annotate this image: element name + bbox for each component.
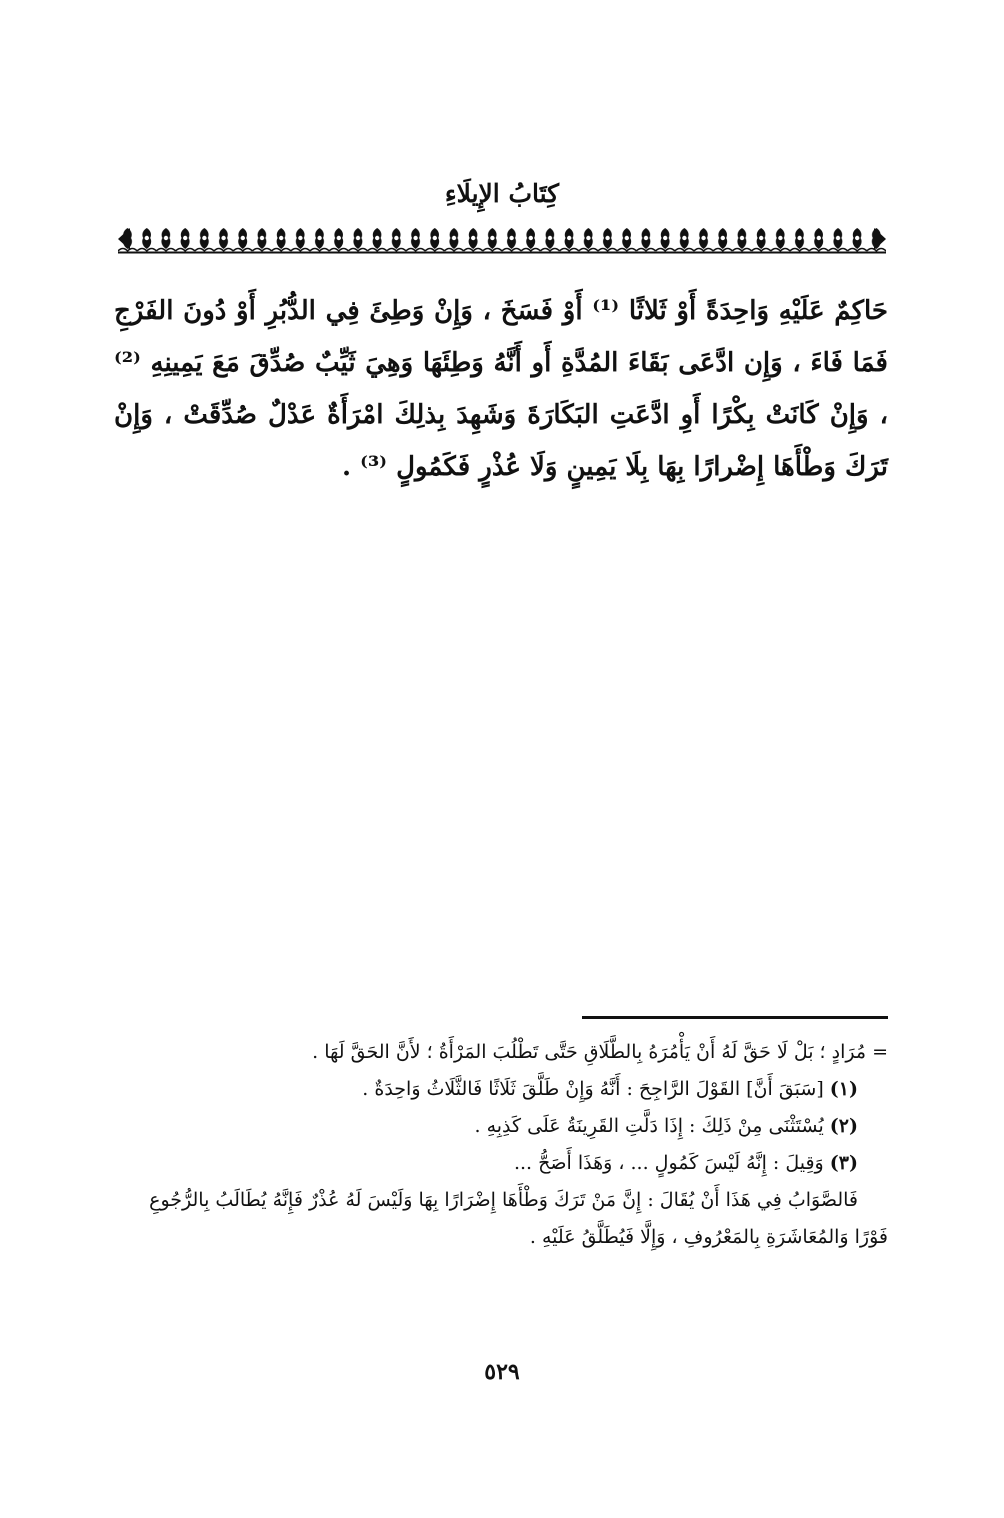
page-number: ٥٢٩ <box>484 1359 520 1385</box>
chapter-title: كِتَابُ الإِيلَاءِ <box>444 179 560 208</box>
footnote-number: (١) <box>829 1078 858 1100</box>
footnote-closing-line: فَالصَّوَابُ فِي هَذَا أَنْ يُقَالَ : إِنَّ مَنْ تَرَكَ وَطْأَهَا إِضْرَارًا بِهَا وَلَيْسَ لَهُ عُذْرٌ فَإِنَّهُ يُطَالَبُ بِالرُّجُوعِ <box>149 1189 858 1211</box>
ornamental-border-icon <box>118 224 886 254</box>
footnote-number: (٣) <box>829 1152 858 1174</box>
footnote-2 <box>114 1108 888 1145</box>
footnote-text: [سَبَقَ أَنَّ] القَوْلَ الرَّاجِحَ : أَنَّهُ وَإِنْ طَلَّقَ ثَلَاثًا فَالثَّلَاثُ وَاحِدَةٌ . <box>362 1078 824 1100</box>
footnote-text: وَقِيلَ : إِنَّهُ لَيْسَ كَمُولٍ ... ، وَهَذَا أَصَحُّ ... <box>513 1152 824 1174</box>
footnote-1 <box>114 1071 888 1108</box>
footnote-3 <box>114 1145 888 1182</box>
main-paragraph: حَاكِمٌ عَلَيْهِ وَاحِدَةً أَوْ ثَلاثًا ⁽¹⁾ أَوْ فَسَخَ ، وَإِنْ وَطِئَ فِي الدُّبُرِ أَوْ دُونَ الفَرْجِ فَمَا فَاءَ ، وَإِن ادَّعَى بَقَاءَ المُدَّةِ أَو أَنَّهُ وَطِئَهَا وَهِيَ ثَيِّبٌ صُدِّقَ مَعَ يَمِينِهِ ⁽²⁾ ، وَإِنْ كَانَتْ بِكْرًا أَوِ ادَّعَتِ البَكَارَةَ وَشَهِدَ بِذلِكَ امْرَأَةٌ عَدْلٌ صُدِّقَتْ ، وَإِنْ تَرَكَ وَطْأَهَا إِضْرارًا بِهَا بِلَا يَمِينٍ وَلَا عُذْرٍ فَكَمُولٍ ⁽³⁾ . <box>114 296 888 482</box>
footnote-number: (٢) <box>829 1115 858 1137</box>
footnote-closing-line-2: فَوْرًا وَالمُعَاشَرَةِ بِالمَعْرُوفِ ، وَإِلَّا فَيُطَلَّقُ عَلَيْهِ . <box>529 1226 888 1248</box>
footnote-continuation: = مُرَادٍ ؛ بَلْ لَا حَقَّ لَهُ أَنْ يَأْمُرَهُ بِالطَّلَاقِ حَتَّى تَطْلُبَ المَرْأَةُ ؛ لأَنَّ الحَقَّ لَهَا . <box>312 1041 888 1063</box>
footnote-text: يُسْتَثْنَى مِنْ ذَلِكَ : إِذَا دَلَّتِ القَرِينَةُ عَلَى كَذِبِهِ . <box>474 1115 824 1137</box>
footnotes-section <box>114 1034 888 1256</box>
footnote-separator <box>582 1016 888 1019</box>
